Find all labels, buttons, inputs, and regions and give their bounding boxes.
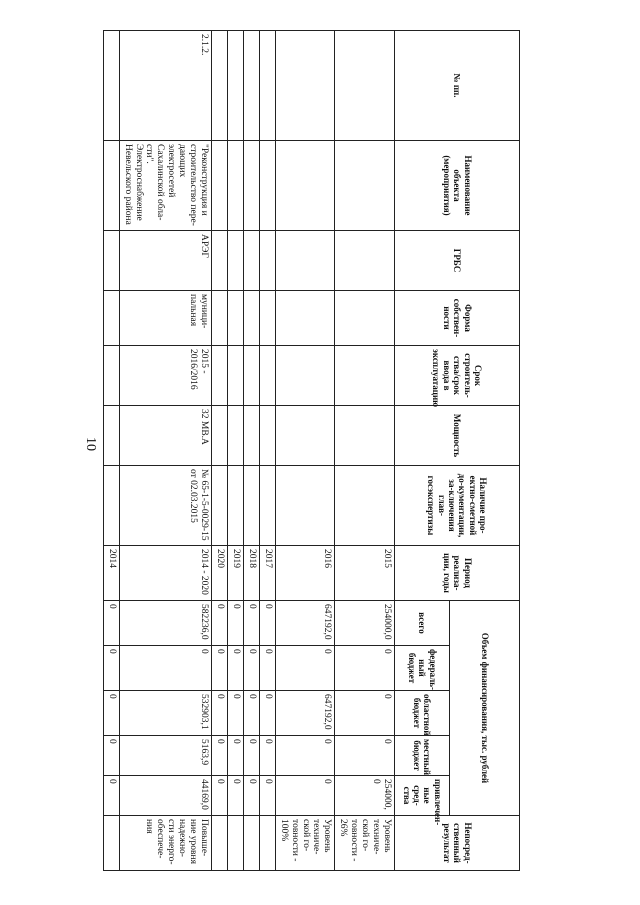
cell-local: 0 (275, 736, 335, 776)
header-financing: Объем финансирования, тыс. рублей (450, 601, 520, 816)
cell-total: 582236,0 (119, 601, 211, 646)
cell-result: Уровень техниче-ской го-товности - 26% (335, 816, 395, 871)
table-row (119, 31, 211, 871)
cell-federal: 0 (119, 646, 211, 691)
cell-result: Уровень техниче-ской го-товности - 100% (275, 816, 335, 871)
cell-num (259, 31, 275, 141)
cell-attracted: 0 (228, 776, 244, 816)
cell-local: 5163,9 (119, 736, 211, 776)
cell-year: 2018 (243, 546, 259, 601)
cell-documentation (243, 466, 259, 546)
cell-regional: 0 (243, 691, 259, 736)
header-federal: федераль-ный бюджет (395, 646, 450, 691)
cell-capacity (243, 406, 259, 466)
header-attracted: привлечен-ные сред-ства (395, 776, 450, 816)
cell-total: 0 (259, 601, 275, 646)
cell-total: 0 (243, 601, 259, 646)
cell-year: 2014 - 2020 (119, 546, 211, 601)
cell-grbs (243, 231, 259, 291)
header-local: местный бюджет (395, 736, 450, 776)
cell-result (259, 816, 275, 871)
cell-federal: 0 (103, 646, 119, 691)
cell-attracted: 0 (243, 776, 259, 816)
cell-construction (103, 346, 119, 406)
cell-result (103, 816, 119, 871)
header-name: Наименование объекта (мероприятия) (395, 141, 520, 231)
cell-total: 0 (228, 601, 244, 646)
cell-year: 2020 (212, 546, 228, 601)
table-row (243, 31, 259, 871)
header-num: № пп. (395, 31, 520, 141)
header-grbs: ГРБС (395, 231, 520, 291)
cell-documentation (259, 466, 275, 546)
cell-attracted: 254000,0 (335, 776, 395, 816)
cell-attracted: 0 (212, 776, 228, 816)
cell-local: 0 (212, 736, 228, 776)
cell-federal: 0 (275, 646, 335, 691)
cell-year: 2017 (259, 546, 275, 601)
cell-name (243, 141, 259, 231)
table-row (212, 31, 228, 871)
cell-documentation (212, 466, 228, 546)
cell-construction (335, 346, 395, 406)
cell-regional: 0 (259, 691, 275, 736)
cell-construction: 2015 - 2016/2016 (119, 346, 211, 406)
cell-year: 2015 (335, 546, 395, 601)
cell-local: 0 (243, 736, 259, 776)
cell-regional: 647192,0 (275, 691, 335, 736)
table-row (228, 31, 244, 871)
cell-name (259, 141, 275, 231)
cell-regional: 0 (228, 691, 244, 736)
rotated-table-wrapper (106, 30, 520, 870)
cell-ownership (243, 291, 259, 346)
header-total: всего (395, 601, 450, 646)
cell-num (335, 31, 395, 141)
cell-ownership (335, 291, 395, 346)
cell-year: 2014 (103, 546, 119, 601)
cell-grbs (228, 231, 244, 291)
cell-grbs: АРЭГ (119, 231, 211, 291)
cell-local: 0 (103, 736, 119, 776)
header-result: Непосред-ственный результат (395, 816, 520, 871)
cell-year: 2019 (228, 546, 244, 601)
cell-attracted: 44169,0 (119, 776, 211, 816)
cell-name (228, 141, 244, 231)
cell-federal: 0 (335, 646, 395, 691)
cell-num (243, 31, 259, 141)
cell-grbs (275, 231, 335, 291)
cell-name: "Реконструкция и строительство пере-дающих электросетей Сахалинской обла-сти". Электроснабжение Невельского района (119, 141, 211, 231)
cell-construction (259, 346, 275, 406)
cell-name (212, 141, 228, 231)
cell-grbs (335, 231, 395, 291)
cell-local: 0 (335, 736, 395, 776)
cell-capacity (335, 406, 395, 466)
financing-table (103, 30, 520, 871)
cell-ownership: муници-пальная (119, 291, 211, 346)
cell-federal: 0 (259, 646, 275, 691)
cell-year: 2016 (275, 546, 335, 601)
cell-ownership (259, 291, 275, 346)
cell-regional: 0 (212, 691, 228, 736)
header-documentation: Наличие про-ектно-сметной до-кументации, за-ключения глав-госэкспертизы (395, 466, 520, 546)
cell-ownership (212, 291, 228, 346)
cell-name (275, 141, 335, 231)
cell-federal: 0 (212, 646, 228, 691)
table-row (275, 31, 335, 871)
page-number: 10 (83, 437, 98, 451)
cell-num (275, 31, 335, 141)
table-row (335, 31, 395, 871)
cell-ownership (275, 291, 335, 346)
cell-documentation (335, 466, 395, 546)
cell-documentation (275, 466, 335, 546)
cell-ownership (103, 291, 119, 346)
cell-total: 254000,0 (335, 601, 395, 646)
cell-name (103, 141, 119, 231)
cell-capacity (259, 406, 275, 466)
cell-grbs (212, 231, 228, 291)
cell-capacity: 32 МВ.А (119, 406, 211, 466)
cell-result (228, 816, 244, 871)
cell-num (228, 31, 244, 141)
cell-attracted: 0 (275, 776, 335, 816)
cell-result: Повыше-ние уровня надежно-сти энерго-обеспече-ния (119, 816, 211, 871)
cell-documentation: № 65-1-5-0029-15 от 02.03.2015 (119, 466, 211, 546)
cell-construction (212, 346, 228, 406)
cell-name (335, 141, 395, 231)
cell-construction (243, 346, 259, 406)
header-construction: Срок строитель-ства/срок ввода в эксплуатацию (395, 346, 520, 406)
cell-num (103, 31, 119, 141)
cell-num: 2.1.2. (119, 31, 211, 141)
cell-result (212, 816, 228, 871)
cell-total: 647192,0 (275, 601, 335, 646)
cell-documentation (228, 466, 244, 546)
cell-capacity (275, 406, 335, 466)
table-row (259, 31, 275, 871)
cell-result (243, 816, 259, 871)
cell-regional: 532903,1 (119, 691, 211, 736)
cell-capacity (228, 406, 244, 466)
cell-attracted: 0 (259, 776, 275, 816)
cell-construction (275, 346, 335, 406)
cell-federal: 0 (243, 646, 259, 691)
cell-grbs (103, 231, 119, 291)
cell-regional: 0 (335, 691, 395, 736)
cell-ownership (228, 291, 244, 346)
table-row (103, 31, 119, 871)
cell-local: 0 (259, 736, 275, 776)
cell-construction (228, 346, 244, 406)
cell-regional: 0 (103, 691, 119, 736)
cell-attracted: 0 (103, 776, 119, 816)
cell-total: 0 (103, 601, 119, 646)
header-period: Период реализа-ции, годы (395, 546, 520, 601)
cell-federal: 0 (228, 646, 244, 691)
cell-grbs (259, 231, 275, 291)
header-regional: областной бюджет (395, 691, 450, 736)
cell-capacity (103, 406, 119, 466)
cell-total: 0 (212, 601, 228, 646)
cell-documentation (103, 466, 119, 546)
cell-capacity (212, 406, 228, 466)
header-ownership: Форма собствен-ности (395, 291, 520, 346)
header-capacity: Мощность (395, 406, 520, 466)
cell-local: 0 (228, 736, 244, 776)
cell-num (212, 31, 228, 141)
